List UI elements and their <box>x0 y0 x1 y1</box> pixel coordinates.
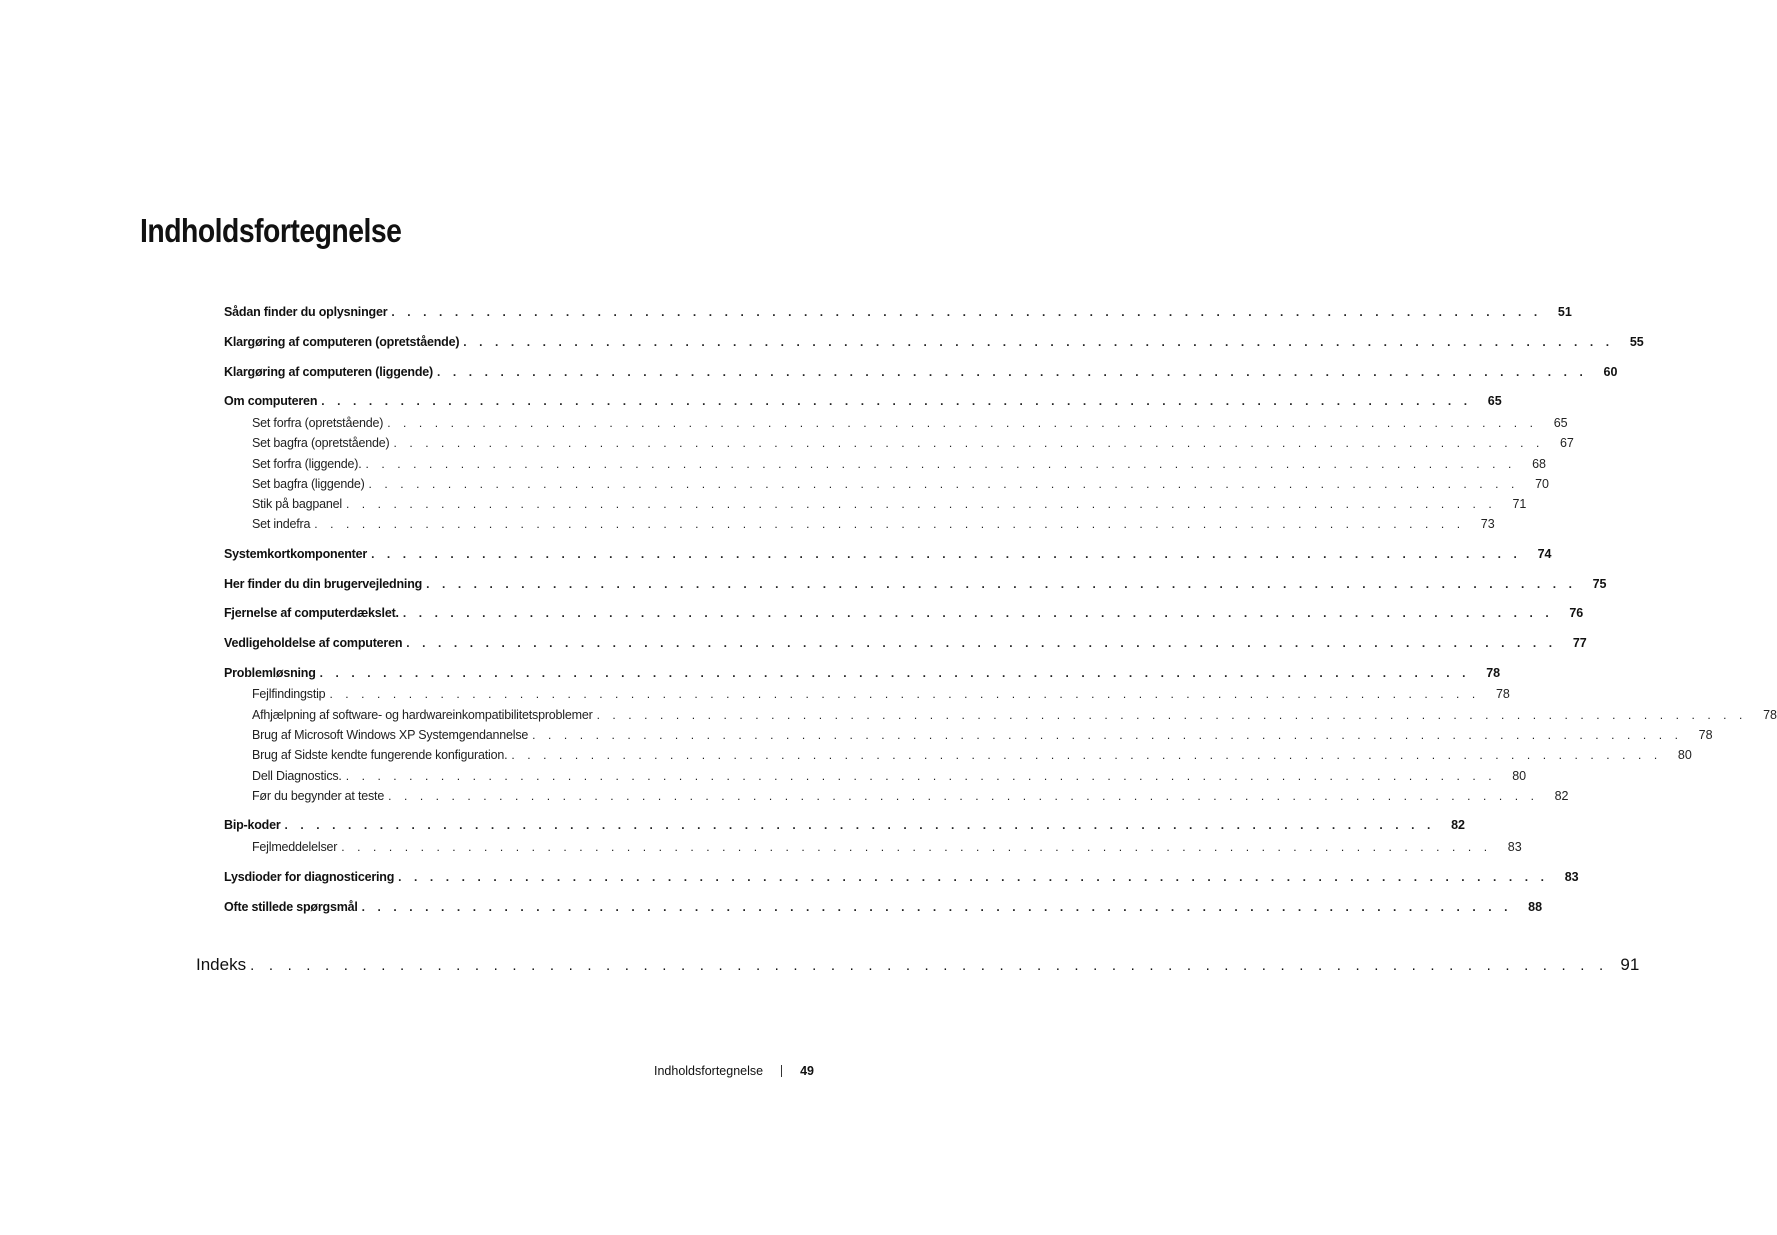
toc-entry-label: Vedligeholdelse af computeren <box>224 636 403 650</box>
dot-leader: . . . . . . . . . . . . . . . . . . . . . . . . . . . . . . . . . . . . . . . . . . . . . . . . . . . . . . . . . . . . . . . . . . . . . . . . . <box>284 818 1435 832</box>
toc-entry-page: 76 <box>1569 606 1584 620</box>
toc-entry-page: 75 <box>1592 577 1607 591</box>
toc-entry-label: Stik på bagpanel <box>252 497 342 511</box>
toc-entry-label: Lysdioder for diagnosticering <box>224 870 395 884</box>
dot-leader: . . . . . . . . . . . . . . . . . . . . . . . . . . . . . . . . . . . . . . . . . . . . . . . . . . . . . . . . . . . . . . . . . . . . . . . . . <box>250 957 1609 974</box>
page-title: Indholdsfortegnelse <box>140 212 402 249</box>
dot-leader: . . . . . . . . . . . . . . . . . . . . . . . . . . . . . . . . . . . . . . . . . . . . . . . . . . . . . . . . . . . . . . . . . . . . . . . . . <box>511 748 1662 762</box>
index-label: Indeks <box>196 955 247 974</box>
toc-entry-page: 51 <box>1557 305 1572 319</box>
toc-entry[interactable] <box>224 392 1502 410</box>
toc-entry-page: 55 <box>1629 335 1644 349</box>
toc-entry-page: 78 <box>1495 687 1510 701</box>
toc-entry-page: 70 <box>1535 477 1549 491</box>
toc-subentry[interactable] <box>224 838 1522 856</box>
toc-entry-page: 78 <box>1763 708 1777 722</box>
toc-entry-page: 78 <box>1698 728 1713 742</box>
toc-entry-label: Set bagfra (liggende) <box>252 477 365 491</box>
toc-entry-page: 73 <box>1480 517 1495 531</box>
toc-entry-label: Set bagfra (opretstående) <box>252 436 390 450</box>
toc-entry-label: Brug af Microsoft Windows XP Systemgendannelse <box>252 728 529 742</box>
toc-subentry[interactable] <box>224 515 1495 533</box>
dot-leader: . . . . . . . . . . . . . . . . . . . . . . . . . . . . . . . . . . . . . . . . . . . . . . . . . . . . . . . . . . . . . . . . . . . . . . . . . <box>368 477 1519 491</box>
dot-leader: . . . . . . . . . . . . . . . . . . . . . . . . . . . . . . . . . . . . . . . . . . . . . . . . . . . . . . . . . . . . . . . . . . . . . . . . . <box>345 769 1497 783</box>
footer-page-number: 49 <box>800 1064 814 1078</box>
dot-leader: . . . . . . . . . . . . . . . . . . . . . . . . . . . . . . . . . . . . . . . . . . . . . . . . . . . . . . . . . . . . . . . . . . . . . . . . . <box>388 789 1539 803</box>
toc-entry-page: 80 <box>1677 748 1692 762</box>
toc-entry-label: Her finder du din brugervejledning <box>224 577 423 591</box>
toc-entry[interactable] <box>224 333 1644 351</box>
toc-entry-label: Klargøring af computeren (opretstående) <box>224 335 460 349</box>
toc-entry-label: Problemløsning <box>224 666 316 680</box>
toc-entry[interactable] <box>224 816 1465 834</box>
dot-leader: . . . . . . . . . . . . . . . . . . . . . . . . . . . . . . . . . . . . . . . . . . . . . . . . . . . . . . . . . . . . . . . . . . . . . . . . . <box>319 666 1471 680</box>
toc-entry-label: Systemkortkomponenter <box>224 547 368 561</box>
toc-entry-page: 78 <box>1486 666 1501 680</box>
toc-subentry[interactable] <box>224 787 1569 805</box>
toc-entry-page: 83 <box>1564 870 1579 884</box>
dot-leader: . . . . . . . . . . . . . . . . . . . . . . . . . . . . . . . . . . . . . . . . . . . . . . . . . . . . . . . . . . . . . . . . . . . . . . . . . <box>463 335 1614 349</box>
footer-section-title: Indholdsfortegnelse <box>653 1064 764 1078</box>
toc-entry-label: Ofte stillede spørgsmål <box>224 900 358 914</box>
dot-leader: . . . . . . . . . . . . . . . . . . . . . . . . . . . . . . . . . . . . . . . . . . . . . . . . . . . . . . . . . . . . . . . . . . . . . . . . . <box>387 416 1538 430</box>
toc-subentry[interactable] <box>224 726 1713 744</box>
toc-entry[interactable] <box>224 868 1579 886</box>
dot-leader: . . . . . . . . . . . . . . . . . . . . . . . . . . . . . . . . . . . . . . . . . . . . . . . . . . . . . . . . . . . . . . . . . . . . . . . . . <box>393 436 1544 450</box>
footer-divider <box>781 1065 782 1077</box>
dot-leader: . . . . . . . . . . . . . . . . . . . . . . . . . . . . . . . . . . . . . . . . . . . . . . . . . . . . . . . . . . . . . . . . . . . . . . . . . <box>596 708 1747 722</box>
page-footer <box>600 1062 814 1080</box>
toc-subentry[interactable] <box>224 706 1777 724</box>
toc-entry-page: 88 <box>1528 900 1543 914</box>
dot-leader: . . . . . . . . . . . . . . . . . . . . . . . . . . . . . . . . . . . . . . . . . . . . . . . . . . . . . . . . . . . . . . . . . . . . . . . . . <box>532 728 1683 742</box>
toc-subentry[interactable] <box>224 746 1692 764</box>
dot-leader: . . . . . . . . . . . . . . . . . . . . . . . . . . . . . . . . . . . . . . . . . . . . . . . . . . . . . . . . . . . . . . . . . . . . . . . . . <box>402 606 1554 620</box>
dot-leader: . . . . . . . . . . . . . . . . . . . . . . . . . . . . . . . . . . . . . . . . . . . . . . . . . . . . . . . . . . . . . . . . . . . . . . . . . <box>345 497 1497 511</box>
toc-subentry[interactable] <box>224 455 1546 473</box>
toc-entry-page: 74 <box>1537 547 1552 561</box>
toc-entry[interactable] <box>224 604 1584 622</box>
toc-entry-label: Bip-koder <box>224 818 281 832</box>
toc-entry-page: 71 <box>1512 497 1527 511</box>
index-page: 91 <box>1620 955 1640 974</box>
toc-subentry[interactable] <box>224 767 1527 785</box>
toc-entry-page: 83 <box>1507 840 1522 854</box>
toc-subentry[interactable] <box>224 414 1568 432</box>
toc-entry-label: Set forfra (liggende). <box>252 457 362 471</box>
toc-entry-page: 82 <box>1554 789 1569 803</box>
toc-entry[interactable] <box>224 303 1572 321</box>
toc-entry-label: Før du begynder at teste <box>252 789 385 803</box>
toc-entry-page: 68 <box>1532 457 1546 471</box>
toc-entry[interactable] <box>224 634 1587 652</box>
toc-entry-label: Fejlmeddelelser <box>252 840 338 854</box>
toc-entry[interactable] <box>224 898 1543 916</box>
toc-entry-page: 80 <box>1512 769 1527 783</box>
toc-subentry[interactable] <box>224 495 1527 513</box>
toc-entry-page: 60 <box>1603 365 1618 379</box>
dot-leader: . . . . . . . . . . . . . . . . . . . . . . . . . . . . . . . . . . . . . . . . . . . . . . . . . . . . . . . . . . . . . . . . . . . . . . . . . <box>321 394 1472 408</box>
toc-entry[interactable] <box>224 545 1552 563</box>
toc-entry-label: Sådan finder du oplysninger <box>224 305 388 319</box>
toc-entry-label: Brug af Sidste kendte fungerende konfiguration. <box>252 748 508 762</box>
dot-leader: . . . . . . . . . . . . . . . . . . . . . . . . . . . . . . . . . . . . . . . . . . . . . . . . . . . . . . . . . . . . . . . . . . . . . . . . . <box>341 840 1492 854</box>
toc-entry-label: Fejlfindingstip <box>252 687 326 701</box>
toc-entry-page: 82 <box>1451 818 1465 832</box>
toc-entry-label: Set forfra (opretstående) <box>252 416 384 430</box>
toc-entry-page: 65 <box>1487 394 1502 408</box>
toc-entry-label: Afhjælpning af software- og hardwareinkompatibilitetsproblemer <box>252 708 593 722</box>
dot-leader: . . . . . . . . . . . . . . . . . . . . . . . . . . . . . . . . . . . . . . . . . . . . . . . . . . . . . . . . . . . . . . . . . . . . . . . . . <box>365 457 1516 471</box>
toc-entry[interactable] <box>224 363 1618 381</box>
toc-entry-page: 77 <box>1572 636 1587 650</box>
toc-entry-label: Klargøring af computeren (liggende) <box>224 365 433 379</box>
dot-leader: . . . . . . . . . . . . . . . . . . . . . . . . . . . . . . . . . . . . . . . . . . . . . . . . . . . . . . . . . . . . . . . . . . . . . . . . . <box>371 547 1522 561</box>
index-entry[interactable] <box>196 953 1640 977</box>
dot-leader: . . . . . . . . . . . . . . . . . . . . . . . . . . . . . . . . . . . . . . . . . . . . . . . . . . . . . . . . . . . . . . . . . . . . . . . . . <box>314 517 1465 531</box>
toc-subentry[interactable] <box>224 434 1574 452</box>
toc-entry[interactable] <box>224 575 1607 593</box>
dot-leader: . . . . . . . . . . . . . . . . . . . . . . . . . . . . . . . . . . . . . . . . . . . . . . . . . . . . . . . . . . . . . . . . . . . . . . . . . <box>391 305 1542 319</box>
dot-leader: . . . . . . . . . . . . . . . . . . . . . . . . . . . . . . . . . . . . . . . . . . . . . . . . . . . . . . . . . . . . . . . . . . . . . . . . . <box>329 687 1480 701</box>
toc-entry-label: Set indefra <box>252 517 311 531</box>
toc-entry-label: Om computeren <box>224 394 318 408</box>
dot-leader: . . . . . . . . . . . . . . . . . . . . . . . . . . . . . . . . . . . . . . . . . . . . . . . . . . . . . . . . . . . . . . . . . . . . . . . . . <box>437 365 1588 379</box>
toc-entry-page: 67 <box>1559 436 1574 450</box>
toc-subentry[interactable] <box>224 685 1510 703</box>
dot-leader: . . . . . . . . . . . . . . . . . . . . . . . . . . . . . . . . . . . . . . . . . . . . . . . . . . . . . . . . . . . . . . . . . . . . . . . . . <box>426 577 1577 591</box>
toc-entry[interactable] <box>224 664 1501 682</box>
dot-leader: . . . . . . . . . . . . . . . . . . . . . . . . . . . . . . . . . . . . . . . . . . . . . . . . . . . . . . . . . . . . . . . . . . . . . . . . . <box>398 870 1549 884</box>
toc-entry-label: Fjernelse af computerdækslet. <box>224 606 399 620</box>
toc-entry-page: 65 <box>1553 416 1568 430</box>
dot-leader: . . . . . . . . . . . . . . . . . . . . . . . . . . . . . . . . . . . . . . . . . . . . . . . . . . . . . . . . . . . . . . . . . . . . . . . . . <box>361 900 1513 914</box>
toc-entry-label: Dell Diagnostics. <box>252 769 342 783</box>
toc-subentry[interactable] <box>224 475 1549 493</box>
dot-leader: . . . . . . . . . . . . . . . . . . . . . . . . . . . . . . . . . . . . . . . . . . . . . . . . . . . . . . . . . . . . . . . . . . . . . . . . . <box>406 636 1557 650</box>
